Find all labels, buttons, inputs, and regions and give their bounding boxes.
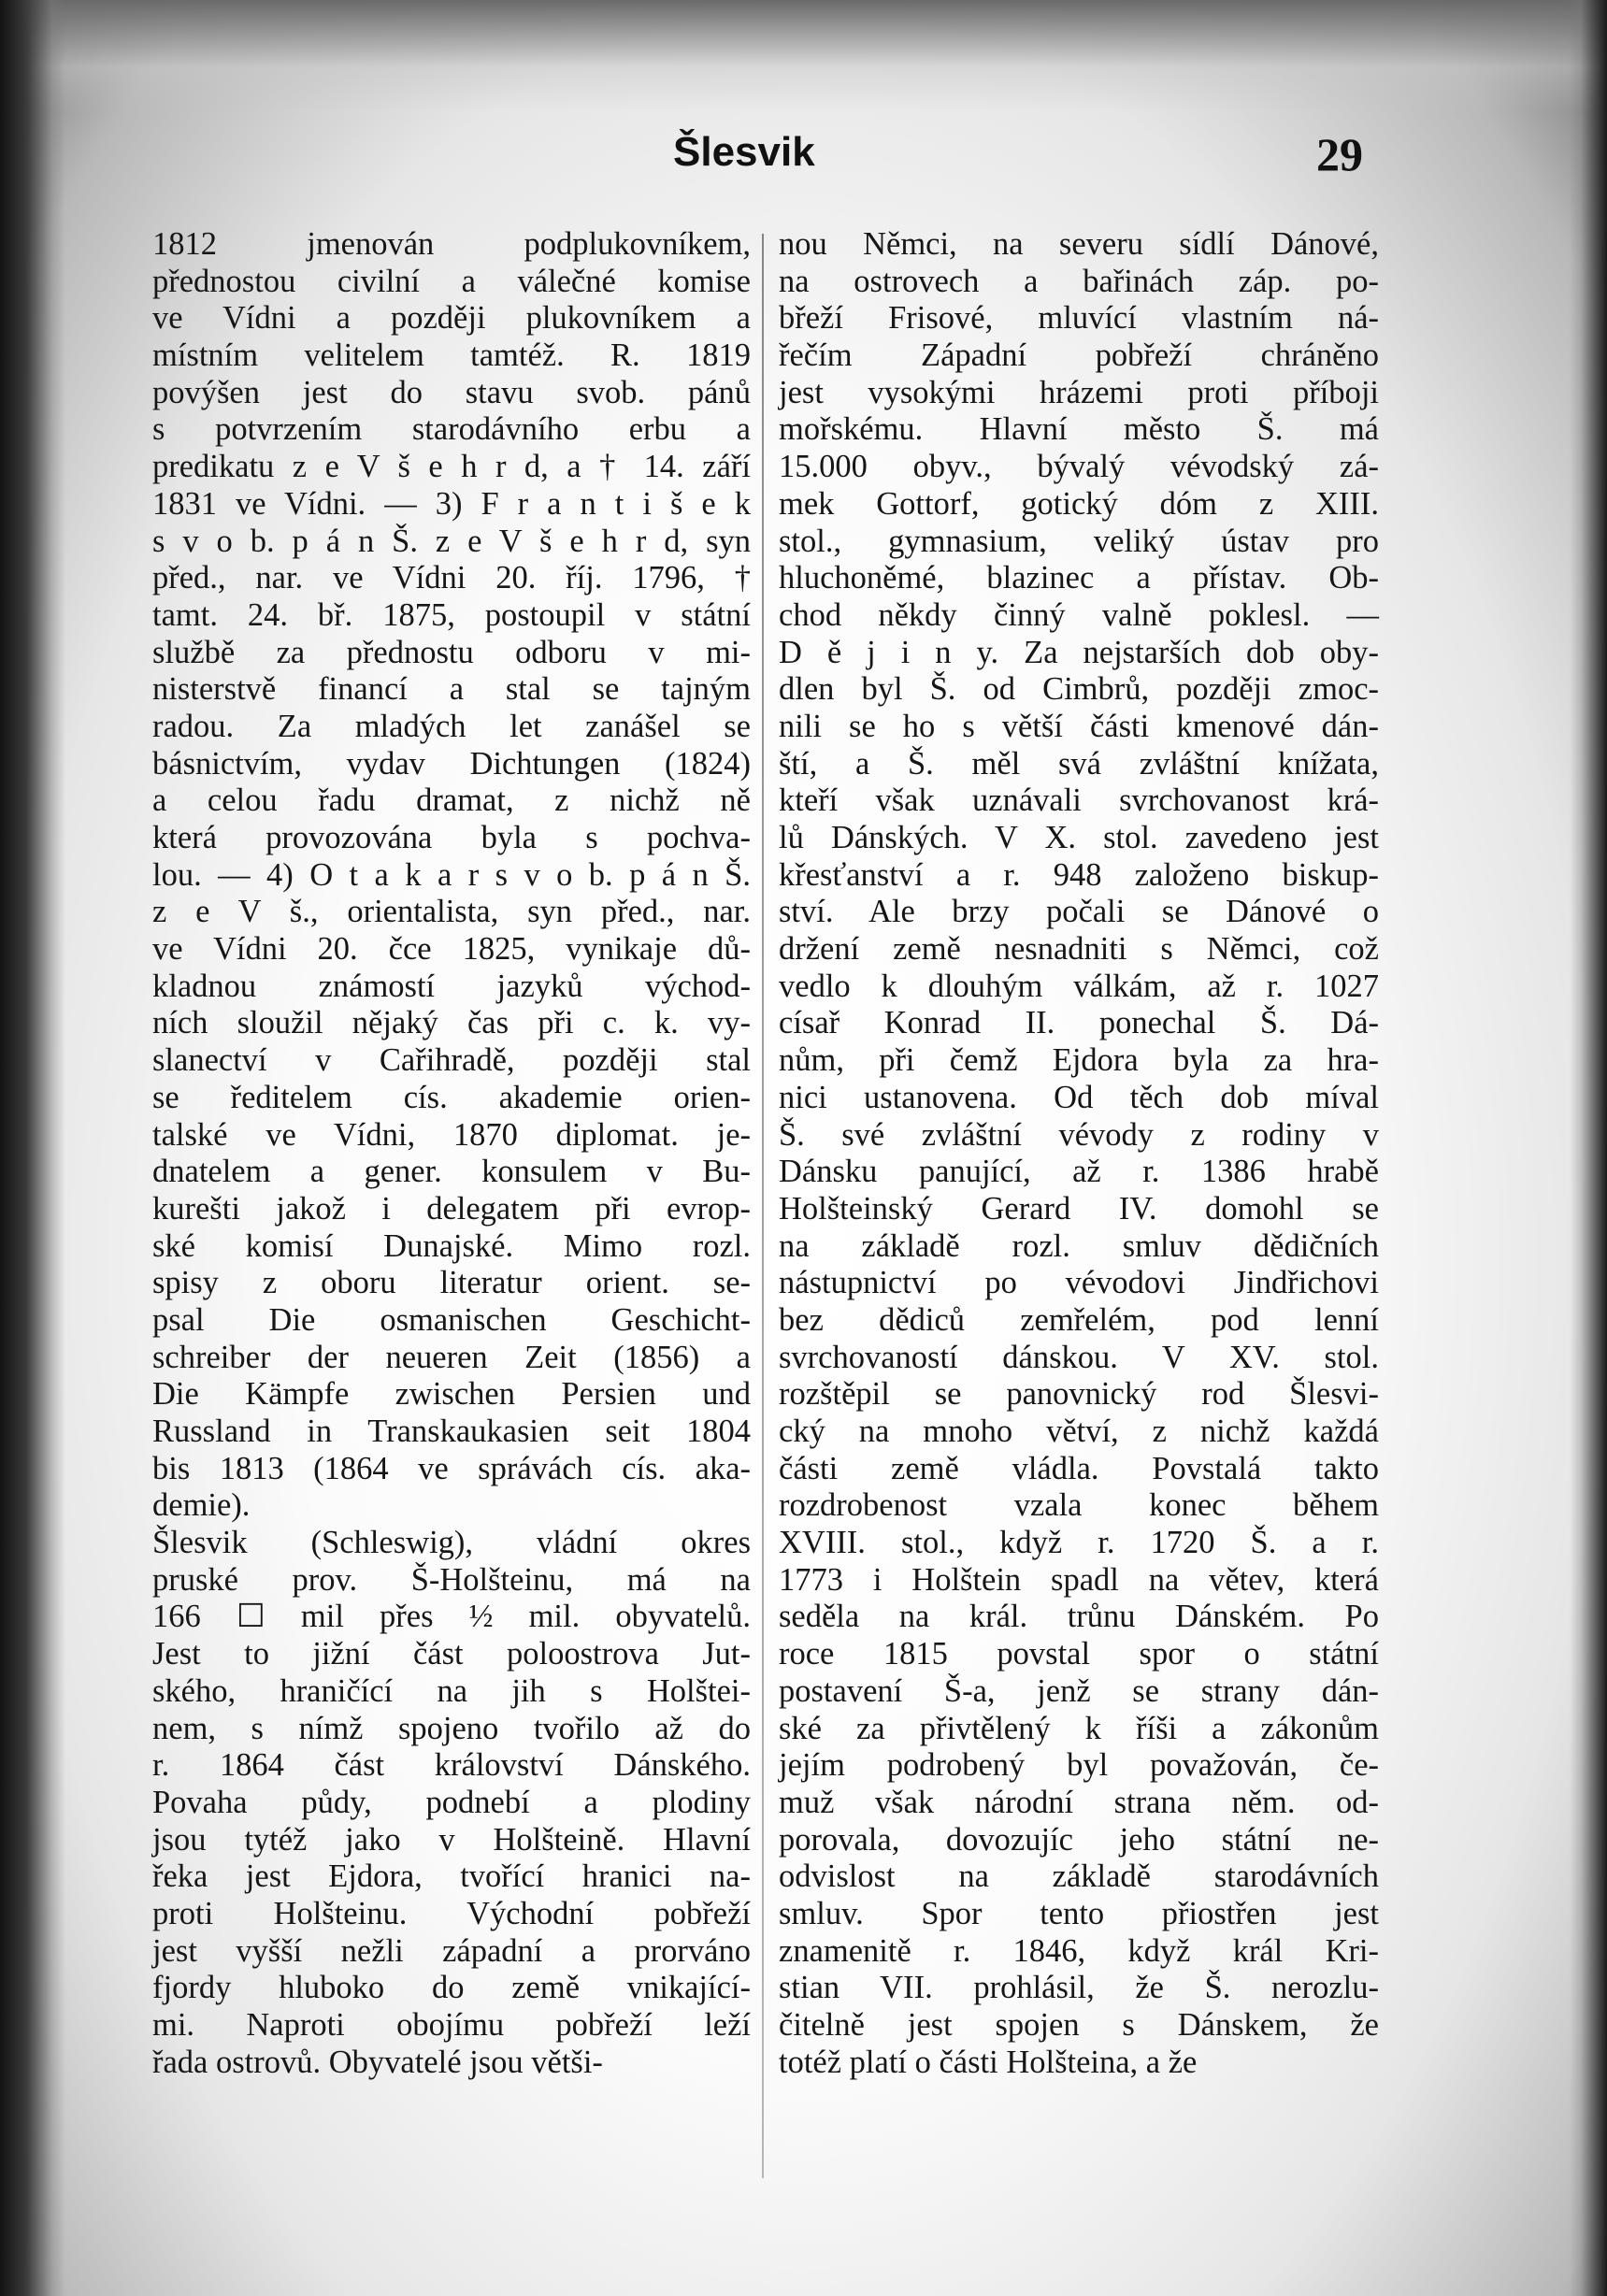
text-line: Die Kämpfe zwischen Persien und — [152, 1376, 751, 1413]
text-line: nici ustanovena. Od těch dob míval — [779, 1079, 1379, 1115]
text-line: nisterstvě financí a stal se tajným — [152, 671, 751, 708]
text-line: stian VII. prohlásil, že Š. nerozlu- — [779, 1970, 1379, 2006]
text-line: ského, hraničící na jih s Holštei- — [152, 1672, 751, 1709]
text-line: Š. své zvláštní vévody z rodiny v — [779, 1116, 1379, 1153]
text-line: schreiber der neueren Zeit (1856) a — [152, 1339, 751, 1375]
running-title: Šlesvik — [673, 129, 815, 175]
page-number: 29 — [1316, 128, 1363, 180]
text-line: jsou tytéž jako v Holšteině. Hlavní — [152, 1821, 751, 1858]
text-line: muž však národní strana něm. od- — [779, 1784, 1379, 1820]
text-line: čitelně jest spojen s Dánskem, že — [779, 2007, 1379, 2043]
text-line: lou. — 4) O t a k a r s v o b. p á n Š. — [152, 856, 751, 893]
text-line: demie). — [152, 1487, 251, 1524]
text-line: tamt. 24. bř. 1875, postoupil v státní — [152, 596, 751, 633]
text-line: spisy z oboru literatur orient. se- — [152, 1265, 751, 1301]
text-line: 166 ☐ mil přes ½ mil. obyvatelů. — [152, 1599, 751, 1635]
text-line: hluchoněmé, blazinec a přístav. Ob- — [779, 560, 1379, 596]
text-line: predikatu z e V š e h r d, a † 14. září — [152, 449, 751, 485]
text-line: řeka jest Ejdora, tvořící hranici na- — [152, 1858, 751, 1895]
text-line: jest vysokými hrázemi proti příboji — [779, 374, 1379, 410]
text-line: křesťanství a r. 948 založeno biskup- — [779, 856, 1379, 893]
text-line: na ostrovech a bařinách záp. po- — [779, 263, 1379, 299]
text-line: nou Němci, na severu sídlí Dánové, — [779, 226, 1379, 262]
text-line: a celou řadu dramat, z nichž ně — [152, 782, 751, 819]
text-line: která provozována byla s pochva- — [152, 820, 751, 855]
text-line: smluv. Spor tento přiostřen jest — [779, 1895, 1379, 1931]
text-line: dlen byl Š. od Cimbrů, později zmoc- — [779, 671, 1379, 708]
text-line: držení země nesnadniti s Němci, což — [779, 931, 1379, 968]
text-line: znamenitě r. 1846, když král Kri- — [779, 1932, 1379, 1969]
text-line: před., nar. ve Vídni 20. říj. 1796, † — [152, 560, 751, 596]
text-line: z e V š., orientalista, syn před., nar. — [152, 894, 751, 930]
text-line: mek Gottorf, gotický dóm z XIII. — [779, 485, 1379, 522]
text-line: dnatelem a gener. konsulem v Bu- — [152, 1154, 751, 1190]
text-line: proti Holšteinu. Východní pobřeží — [152, 1895, 751, 1931]
text-line: Dánsku panující, až r. 1386 hrabě — [779, 1154, 1379, 1190]
text-line: ve Vídni 20. čce 1825, vynikaje dů- — [152, 931, 751, 968]
text-line: slanectví v Cařihradě, později stal — [152, 1042, 751, 1079]
text-line: Jest to jižní část poloostrova Jut- — [152, 1636, 751, 1672]
text-line: Holšteinský Gerard IV. domohl se — [779, 1190, 1379, 1227]
text-line: nům, při čemž Ejdora byla za hra- — [779, 1042, 1379, 1079]
text-line: lů Dánských. V X. stol. zavedeno jest — [779, 820, 1379, 855]
text-line: ních sloužil nějaký čas při c. k. vy- — [152, 1005, 751, 1041]
text-line: mi. Naproti obojímu pobřeží leží — [152, 2007, 751, 2043]
text-line: nili se ho s větší části kmenové dán- — [779, 708, 1379, 744]
left-column — [152, 226, 751, 2081]
text-line: nem, s nímž spojeno tvořilo až do — [152, 1710, 751, 1746]
text-line: povýšen jest do stavu svob. pánů — [152, 374, 751, 410]
text-line: talské ve Vídni, 1870 diplomat. je- — [152, 1116, 751, 1153]
scan-shadow-top — [0, 0, 1607, 112]
text-line: Šlesvik (Schleswig), vládní okres — [152, 1525, 751, 1561]
text-line: řada ostrovů. Obyvatelé jsou větši- — [152, 2044, 603, 2080]
text-line: bis 1813 (1864 ve správách cís. aka- — [152, 1450, 751, 1486]
text-line: kladnou známostí jazyků východ- — [152, 968, 751, 1004]
text-line: totéž platí o části Holšteina, a že — [779, 2044, 1198, 2080]
text-line: 15.000 obyv., bývalý vévodský zá- — [779, 449, 1379, 485]
text-line: ské za přivtělený k říši a zákonům — [779, 1710, 1379, 1746]
text-line: porovala, dovozujíc jeho státní ne- — [779, 1821, 1379, 1858]
text-line: s potvrzením starodávního erbu a — [152, 411, 751, 448]
text-line: Povaha půdy, podnebí a plodiny — [152, 1784, 751, 1820]
text-line: kteří však uznávali svrchovanost krá- — [779, 782, 1379, 819]
scan-shadow-right — [1570, 0, 1607, 2296]
text-line: části země vládla. Povstalá takto — [779, 1450, 1379, 1486]
text-line: 1773 i Holštein spadl na větev, která — [779, 1561, 1379, 1598]
text-line: 1831 ve Vídni. — 3) F r a n t i š e k — [152, 485, 751, 522]
text-line: cký na mnoho větví, z nichž každá — [779, 1413, 1379, 1449]
column-divider — [762, 234, 764, 2178]
text-line: chod někdy činný valně poklesl. — — [779, 596, 1379, 633]
text-line: ští, a Š. měl svá zvláštní knížata, — [779, 745, 1379, 782]
text-line: pruské prov. Š-Holšteinu, má na — [152, 1561, 751, 1598]
text-line: jest vyšší nežli západní a prorváno — [152, 1932, 751, 1969]
text-line: rozštěpil se panovnický rod Šlesvi- — [779, 1376, 1379, 1413]
text-line: XVIII. stol., když r. 1720 Š. a r. — [779, 1525, 1379, 1561]
text-line: na základě rozl. smluv dědičních — [779, 1227, 1379, 1264]
text-line: s v o b. p á n Š. z e V š e h r d, syn — [152, 523, 751, 559]
text-line: kurešti jakož i delegatem při evrop- — [152, 1190, 751, 1227]
text-line: rozdrobenost vzala konec během — [779, 1487, 1379, 1524]
text-line: r. 1864 část království Dánského. — [152, 1747, 751, 1784]
text-line: Russland in Transkaukasien seit 1804 — [152, 1413, 751, 1449]
text-line: se ředitelem cís. akademie orien- — [152, 1079, 751, 1115]
scan-shadow-left — [0, 0, 65, 2296]
text-line: místním velitelem tamtéž. R. 1819 — [152, 337, 751, 374]
text-line: básnictvím, vydav Dichtungen (1824) — [152, 745, 751, 782]
text-line: radou. Za mladých let zanášel se — [152, 708, 751, 744]
text-line: psal Die osmanischen Geschicht- — [152, 1301, 751, 1338]
text-line: D ě j i n y. Za nejstarších dob oby- — [779, 634, 1379, 670]
text-line: břeží Frisové, mluvící vlastním ná- — [779, 300, 1379, 337]
text-line: císař Konrad II. ponechal Š. Dá- — [779, 1005, 1379, 1041]
text-line: vedlo k dlouhým válkám, až r. 1027 — [779, 968, 1379, 1004]
text-line: svrchovaností dánskou. V XV. stol. — [779, 1339, 1379, 1375]
right-column — [779, 226, 1379, 2081]
text-line: roce 1815 povstal spor o státní — [779, 1636, 1379, 1672]
text-line: nástupnictví po vévodovi Jindřichovi — [779, 1265, 1379, 1301]
text-line: fjordy hluboko do země vnikající- — [152, 1970, 751, 2006]
text-line: přednostou civilní a válečné komise — [152, 263, 751, 299]
text-line: seděla na král. trůnu Dánském. Po — [779, 1599, 1379, 1635]
text-line: bez dědiců zemřelém, pod lenní — [779, 1301, 1379, 1338]
text-line: mořskému. Hlavní město Š. má — [779, 411, 1379, 448]
text-line: službě za přednostu odboru v mi- — [152, 634, 751, 670]
text-line: ve Vídni a později plukovníkem a — [152, 300, 751, 337]
text-line: odvislost na základě starodávních — [779, 1858, 1379, 1895]
text-line: stol., gymnasium, veliký ústav pro — [779, 523, 1379, 559]
text-line: řečím Západní pobřeží chráněno — [779, 337, 1379, 374]
text-line: ské komisí Dunajské. Mimo rozl. — [152, 1227, 751, 1264]
text-line: ství. Ale brzy počali se Dánové o — [779, 894, 1379, 930]
text-line: 1812 jmenován podplukovníkem, — [152, 226, 751, 262]
text-line: jejím podrobený byl považován, če- — [779, 1747, 1379, 1784]
text-line: postavení Š-a, jenž se strany dán- — [779, 1672, 1379, 1709]
